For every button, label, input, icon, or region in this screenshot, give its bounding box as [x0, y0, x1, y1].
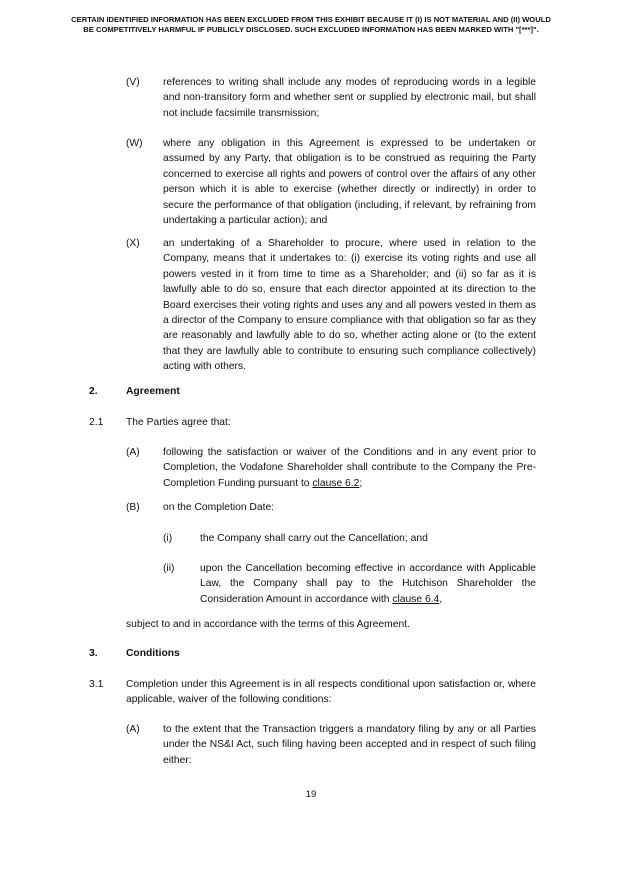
item-text: references to writing shall include any modes of reproducing words in a legible and non-transitory form and whether sent or supplied by electronic mail, but shall not include facsimile transmission;	[163, 77, 536, 119]
item-text-tail: ;	[359, 477, 363, 489]
closing-text: subject to and in accordance with the terms of this Agreement.	[126, 619, 410, 630]
header-line-2: BE COMPETITIVELY HARMFUL IF PUBLICLY DISCLOSED. SUCH EXCLUDED INFORMATION HAS BEEN MARKED WITH "[***]".	[83, 25, 539, 34]
section-number: 2.	[89, 386, 98, 397]
clause-number: 2.1	[89, 417, 104, 428]
section-number: 3.	[89, 648, 98, 659]
item-text	[200, 561, 536, 607]
item-text: on the Completion Date:	[163, 502, 275, 513]
confidentiality-header	[14, 15, 608, 35]
section-title: Conditions	[126, 648, 180, 659]
item-label: (X)	[126, 238, 140, 249]
section-3-heading	[89, 646, 180, 661]
item-label: (i)	[163, 533, 173, 544]
item-label: (W)	[126, 138, 143, 149]
clause-reference-link[interactable]: clause 6.2	[312, 477, 360, 489]
section-title: Agreement	[126, 386, 180, 397]
item-text: where any obligation in this Agreement is expressed to be undertaken or assumed by any Party, that obligation is to be construed as requiring the Party concerned to exercise all rights and powers of control over the affairs of any other person which it is able to exercise (whether directly or indirectly) in order to secure the performance of that obligation (including, if relevant, by refraining from undertaking a particular action); and	[163, 138, 536, 227]
clause-text: Completion under this Agreement is in all respects conditional upon satisfaction or, where applicable, waiver of the following conditions:	[126, 679, 536, 706]
item-text-main: following the satisfaction or waiver of the Conditions and in any event prior to Completion, the Vodafone Shareholder shall contribute to the Company the Pre-Completion Funding pursuant to	[163, 447, 536, 489]
item-label: (V)	[126, 77, 140, 88]
header-line-1: CERTAIN IDENTIFIED INFORMATION HAS BEEN EXCLUDED FROM THIS EXHIBIT BECAUSE IT (I) IS NOT MATERIAL AND (II) WOULD	[71, 15, 551, 24]
item-text: an undertaking of a Shareholder to procure, where used in relation to the Company, means that it undertakes to: (i) exercise its voting rights and use all powers vested in it from time to time as a Shareholder; and (ii) so far as it is lawfully able to do so, ensure that each director appointed at its direction to the Board exercises their voting rights and uses any and all powers vested in them as a director of the Company to ensure compliance with that obligation so far as they are reasonably and lawfully able to do so, whether acting alone or (to the extent that they are lawfully able to contribute to ensuring such compliance collectively) acting with others.	[163, 238, 536, 373]
item-text-tail: ,	[439, 593, 443, 605]
clause-reference-link[interactable]: clause 6.4	[392, 593, 440, 605]
item-label: (A)	[126, 724, 140, 735]
item-text-main: upon the Cancellation becoming effective in accordance with Applicable Law, the Company shall pay to the Hutchison Shareholder the Consideration Amount in accordance with	[200, 563, 536, 605]
item-text: the Company shall carry out the Cancellation; and	[200, 533, 428, 544]
clause-number: 3.1	[89, 679, 104, 690]
item-label: (A)	[126, 447, 140, 458]
item-text: to the extent that the Transaction triggers a mandatory filing by any or all Parties under the NS&I Act, such filing having been accepted and in respect of such filing either:	[163, 724, 536, 766]
item-label: (B)	[126, 502, 140, 513]
item-text	[163, 445, 536, 491]
page-number: 19	[305, 789, 317, 800]
item-label: (ii)	[163, 563, 175, 574]
clause-2-1-closing	[126, 617, 536, 632]
clause-text: The Parties agree that:	[126, 417, 231, 428]
section-2-heading	[89, 384, 180, 399]
